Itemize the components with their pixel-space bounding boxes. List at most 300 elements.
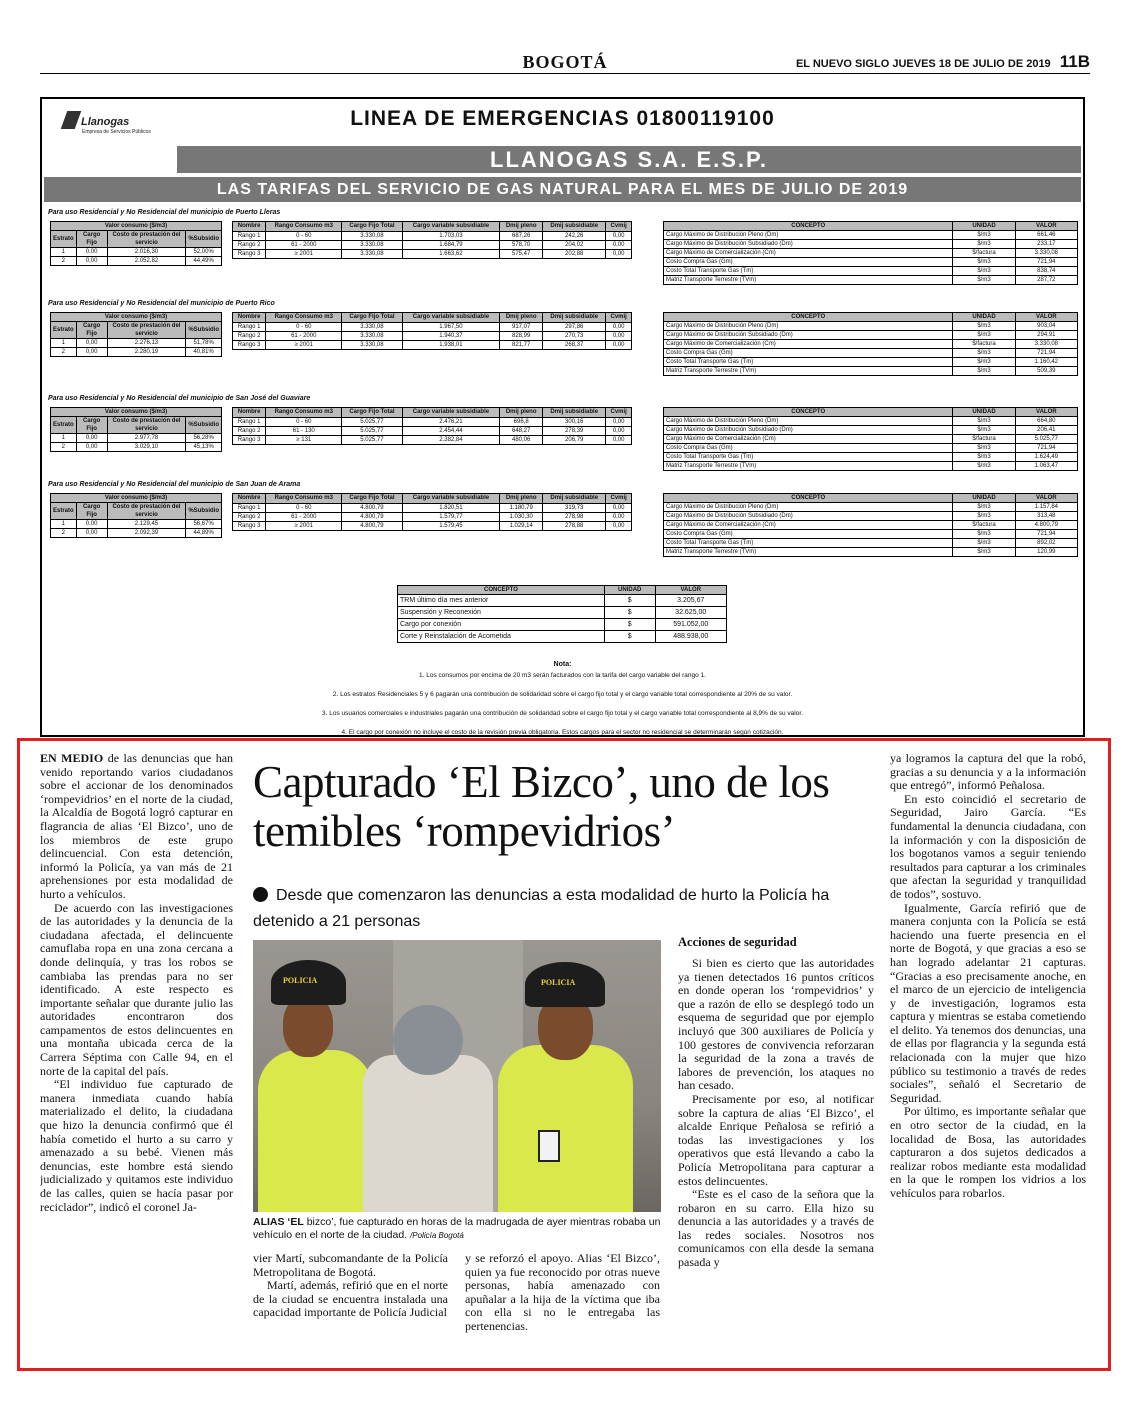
logo-tagline: Empresa de Servicios Públicos: [82, 129, 151, 135]
cell: $/m3: [953, 512, 1015, 521]
cell: Suspensión y Reconexión: [398, 607, 605, 619]
cell: 0,00: [606, 341, 632, 350]
photo-credit: /Policía Bogotá: [410, 1231, 464, 1240]
cell: Matriz Transporte Terrestre (TVm): [664, 276, 953, 285]
col-cvs: Cargo variable subsidiable: [402, 222, 500, 232]
cell: 3.330,08: [1015, 249, 1077, 258]
cell: Costo Compra Gas (Gm): [664, 444, 953, 453]
cell: $/m3: [953, 462, 1015, 471]
cell: 0 - 60: [266, 418, 342, 427]
cell: 0,00: [76, 520, 107, 529]
cell: Rango 3: [233, 436, 266, 445]
cell: 575,47: [500, 250, 543, 259]
col-cv: Cvmij: [606, 222, 632, 232]
note-2: 2. Los estratos Residenciales 5 y 6 pagarán una contribución de solidaridad sobre el cargo fijo total y el cargo variable total correspondiente al 20% de su valor.: [332, 691, 793, 698]
cell: 206,79: [543, 436, 606, 445]
cell: Cargo Máximo de Comercialización (Cm): [664, 340, 953, 349]
cell: 687,26: [500, 232, 543, 241]
cell: 2.476,21: [402, 418, 500, 427]
cap-label: POLICIA: [283, 976, 318, 985]
paragraph: “Este es el caso de la señora que la robaron en su carro. Ella hizo su denuncia a las autoridades y a través de las redes sociales. Nosotros nos comunicamos con ella desde la semana pasada y: [678, 1187, 874, 1270]
note-3: 3. Los usuarios comerciales e industriales pagarán una contribución de solidaridad sobre el cargo fijo total y el cargo variable total correspondiente al 8,9% de su valor.: [322, 710, 803, 717]
note-title: Nota:: [553, 661, 572, 668]
cell: TRM último día mes anterior: [398, 595, 605, 607]
cell: 488.938,00: [655, 631, 727, 643]
article-column-4: [678, 957, 874, 1367]
cell: 0,00: [606, 513, 632, 522]
col-cv: Cvmij: [606, 408, 632, 418]
cell: Costo Compra Gas (Gm): [664, 349, 953, 358]
paragraph: De acuerdo con las investigaciones de las autoridades y la denuncia de la ciudadana afectada, el delincuente camuflaba ropa en una zona cercana a donde delinquía, y tras los robos se cambiaba las prendas para no ser identificado. A este respecto es importante señalar que durante julio las autoridades encontraron dos campamentos de estos delincuentes en una montaña ubicada cerca de la Carrera Séptima con Calle 94, en el norte de la capital del país.: [40, 900, 233, 1078]
arrest-photo: [253, 940, 661, 1212]
cell: $/factura: [953, 340, 1015, 349]
cell: $/m3: [953, 417, 1015, 426]
cell: $/m3: [953, 240, 1015, 249]
cell: 206,41: [1015, 426, 1077, 435]
cell: 591.052,00: [655, 619, 727, 631]
paragraph: y se reforzó el apoyo. Alias ‘El Bizco’, quien ya fue reconocido por otras nueve personas, había amenazado con apuñalar a la hija de la víctima que iba con ella si no le entregaba las pertenencias.: [465, 1252, 660, 1333]
cell: 0,00: [76, 434, 107, 443]
cell: $/factura: [953, 521, 1015, 530]
col-dp: Dmij pleno: [500, 313, 543, 323]
cell: 1.030,30: [500, 513, 543, 522]
cap-label: POLICIA: [541, 978, 576, 987]
cell: 56,67%: [186, 520, 222, 529]
cell: 294,91: [1015, 331, 1077, 340]
cell: 1.624,49: [1015, 453, 1077, 462]
cell: 3.330,08: [342, 332, 402, 341]
cell: Costo Compra Gas (Gm): [664, 530, 953, 539]
cell: Cargo Máximo de Distribución Pleno (Dm): [664, 503, 953, 512]
paragraph: Si bien es cierto que las autoridades ya tienen detectados 16 puntos críticos en donde operan los ‘rompevidrios’ y que a razón de ello se desplegó todo un esquema de seguridad que por ejemplo incluyó que 300 auxiliares de Policía y 100 gestores de convivencia reforzaran la seguridad de la zona a través de labores de prevención, los ataques no han cesado.: [678, 957, 874, 1093]
col-rango: Rango Consumo m3: [266, 494, 342, 504]
cell: 278,88: [543, 522, 606, 531]
cell: 1.663,62: [402, 250, 500, 259]
cell: 2: [51, 348, 77, 357]
cell: ≥ 2001: [266, 341, 342, 350]
cell: 1.938,01: [402, 341, 500, 350]
cell: Rango 2: [233, 332, 266, 341]
cell: 242,26: [543, 232, 606, 241]
cell: $/m3: [953, 331, 1015, 340]
subheadline-text: Desde que comenzaron las denuncias a esta modalidad de hurto la Policía ha detenido a 21 personas: [253, 887, 830, 930]
cell: Rango 2: [233, 513, 266, 522]
col-unidad: UNIDAD: [953, 408, 1015, 417]
cell: $: [604, 607, 655, 619]
cell: Rango 3: [233, 341, 266, 350]
cell: Cargo Máximo de Comercialización (Cm): [664, 435, 953, 444]
caption-strong: ALIAS ‘EL: [253, 1216, 304, 1228]
col-costo: Costo de prestación del servicio: [107, 417, 186, 434]
cell: 1: [51, 434, 77, 443]
cell: $: [604, 595, 655, 607]
col-cvs: Cargo variable subsidiable: [402, 313, 500, 323]
cell: 0 - 60: [266, 232, 342, 241]
col-cft: Cargo Fijo Total: [342, 408, 402, 418]
cell: 4.800,79: [342, 504, 402, 513]
cell: $/m3: [953, 539, 1015, 548]
col-nombre: Nombre: [233, 222, 266, 232]
col-estrato: Estrato: [51, 417, 77, 434]
photo-caption: [253, 1216, 663, 1242]
note-4: 4. El cargo por conexión no incluye el costo de la revisión previa obligatoria. Estos cargos para el sector no residencial se determinarán según cotización.: [341, 729, 784, 736]
note-1: 1. Los consumos por encima de 20 m3 serán facturados con la tarifa del cargo variable del rango 1.: [419, 672, 706, 679]
group-header: Valor consumo ($/m3): [51, 313, 222, 322]
col-dp: Dmij pleno: [500, 494, 543, 504]
col-costo: Costo de prestación del servicio: [107, 231, 186, 248]
section-subtitle: Acciones de seguridad: [678, 935, 797, 949]
cell: 1.063,47: [1015, 462, 1077, 471]
cell: Costo Total Transporte Gas (Tm): [664, 453, 953, 462]
col-costo: Costo de prestación del servicio: [107, 503, 186, 520]
cell: Rango 1: [233, 504, 266, 513]
cell: 2.276,13: [107, 339, 186, 348]
col-nombre: Nombre: [233, 408, 266, 418]
block-title: Para uso Residencial y No Residencial del municipio de San Juan de Arama: [48, 481, 301, 488]
lead-text: de las denuncias que han venido reportando varios ciudadanos sobre el accionar de los denominados ‘rompevidrios’ en el norte de la ciudad, la Alcaldía de Bogotá logró capturar en flagrancia de alias ‘El Bizco’, uno de los miembros de este grupo delincuencial. Con esta detención, informó la Policía, ya van más de 21 aprehensiones por esta modalidad de hurto a vehículos.: [40, 752, 233, 901]
cell: 2.454,44: [402, 427, 500, 436]
cell: 3.330,08: [342, 241, 402, 250]
cell: $/m3: [953, 276, 1015, 285]
cell: 0,00: [606, 323, 632, 332]
cell: 45,13%: [186, 443, 222, 452]
col-cargo_fijo: Cargo Fijo: [76, 231, 107, 248]
cell: 3.330,08: [1015, 340, 1077, 349]
company-band: LLANOGAS S.A. E.S.P.: [177, 146, 1081, 173]
cell: 0,00: [76, 257, 107, 266]
cell: 52,00%: [186, 248, 222, 257]
cell: 278,39: [543, 427, 606, 436]
cell: 2.280,19: [107, 348, 186, 357]
cell: 0,00: [606, 241, 632, 250]
cell: 51,78%: [186, 339, 222, 348]
cell: Cargo Máximo de Distribución Pleno (Dm): [664, 322, 953, 331]
cell: 4.800,79: [342, 513, 402, 522]
cell: 2.016,30: [107, 248, 186, 257]
group-header: Valor consumo ($/m3): [51, 408, 222, 417]
cell: 0,00: [606, 418, 632, 427]
article-column-2: [253, 1252, 448, 1364]
cell: 721,94: [1015, 444, 1077, 453]
block-title: Para uso Residencial y No Residencial del municipio de San José del Guaviare: [48, 395, 311, 402]
tariffs-band: LAS TARIFAS DEL SERVICIO DE GAS NATURAL PARA EL MES DE JULIO DE 2019: [44, 177, 1081, 202]
paragraph: Martí, además, refirió que en el norte de la ciudad se encuentra instalada una capacidad importante de Policía Judicial: [253, 1278, 448, 1320]
cell: 278,98: [543, 513, 606, 522]
officer-right: [498, 1045, 633, 1212]
cell: Matriz Transporte Terrestre (TVm): [664, 367, 953, 376]
cell: 892,02: [1015, 539, 1077, 548]
cell: 61 - 2000: [266, 332, 342, 341]
cell: ≥ 131: [266, 436, 342, 445]
bullet-icon: [253, 887, 268, 902]
cell: Cargo por conexión: [398, 619, 605, 631]
cell: Cargo Máximo de Distribución Subsidiado (Dm): [664, 331, 953, 340]
cell: 664,80: [1015, 417, 1077, 426]
cell: 821,77: [500, 341, 543, 350]
cell: 1.180,79: [500, 504, 543, 513]
col-cft: Cargo Fijo Total: [342, 313, 402, 323]
detainee: [363, 1055, 493, 1212]
cell: 4.800,79: [342, 522, 402, 531]
emergency-line: LINEA DE EMERGENCIAS 01800119100: [350, 107, 775, 130]
cell: 0,00: [76, 248, 107, 257]
paragraph: Igualmente, García refirió que de manera conjunta con la Policía se está haciendo una fuerte presencia en el norte de Bogotá, y que gracias a eso se han logrado adelantar 21 capturas. “Gracias a eso precisamente anoche, en el marco de un ejercicio de inteligencia y de investigación, logramos esta captura y mientras se estaba cometiendo el delito. Ya tenemos dos denuncias, una de ellas por flagrancia y la segunda está relacionada con la mujer que hizo público su testimonio a través de redes sociales”, señaló el Secretario de Seguridad.: [890, 900, 1086, 1105]
cell: 2.092,39: [107, 529, 186, 538]
cell: 721,94: [1015, 530, 1077, 539]
cell: 297,86: [543, 323, 606, 332]
col-cvs: Cargo variable subsidiable: [402, 408, 500, 418]
cell: 4.800,79: [1015, 521, 1077, 530]
caption-strong-2: bizco’,: [306, 1216, 337, 1228]
cell: 3.330,08: [342, 323, 402, 332]
col-rango: Rango Consumo m3: [266, 222, 342, 232]
paragraph: Precisamente por eso, al notificar sobre la captura de alias ‘El Bizco’, el alcalde Enrique Peñalosa se refirió a todas las investigaciones y los operativos que está llevando a cabo la Policía Metropolitana para capturar a estos delincuentes.: [678, 1091, 874, 1188]
col-valor: VALOR: [1015, 408, 1077, 417]
cell: Corte y Reinstalación de Acometida: [398, 631, 605, 643]
col-concepto: CONCEPTO: [664, 313, 953, 322]
paragraph: vier Martí, subcomandante de la Policía Metropolitana de Bogotá.: [253, 1252, 448, 1279]
cell: 5.025,77: [1015, 435, 1077, 444]
col-dp: Dmij pleno: [500, 408, 543, 418]
cell: $/m3: [953, 358, 1015, 367]
col-concepto: CONCEPTO: [664, 494, 953, 503]
cell: $/m3: [953, 503, 1015, 512]
cell: 0,00: [606, 504, 632, 513]
cell: $/m3: [953, 349, 1015, 358]
col-subsidio: %Subsidio: [186, 231, 222, 248]
cell: 0,00: [76, 348, 107, 357]
cell: 3.205,67: [655, 595, 727, 607]
col-concepto: CONCEPTO: [664, 408, 953, 417]
paragraph: “El individuo fue capturado de manera inmediata cuando había materializado el delito, la ciudadana que hizo la denuncia confirmó que él había cometido el hurto a su carro y amenazado a su bebé. Vienen más denuncias, este hombre está siendo judicializado y quitamos este individuo de las calles, quien se hacía pasar por reciclador”, indicó el coronel Ja-: [40, 1077, 233, 1214]
paper-name: EL NUEVO SIGLO: [795, 58, 890, 70]
cell: Costo Total Transporte Gas (Tm): [664, 539, 953, 548]
cell: 1: [51, 248, 77, 257]
cell: 1.029,14: [500, 522, 543, 531]
cell: 0 - 60: [266, 323, 342, 332]
cell: 5.025,77: [342, 418, 402, 427]
cell: 120,99: [1015, 548, 1077, 557]
section-name: BOGOTÁ: [522, 52, 608, 72]
cell: $/m3: [953, 453, 1015, 462]
cell: 1.160,42: [1015, 358, 1077, 367]
col-rango: Rango Consumo m3: [266, 313, 342, 323]
cell: Cargo Máximo de Distribución Subsidiado (Dm): [664, 240, 953, 249]
col-dp: Dmij pleno: [500, 222, 543, 232]
col-subsidio: %Subsidio: [186, 503, 222, 520]
issue-date: JUEVES 18 DE JULIO DE 2019: [892, 58, 1051, 70]
cell: 828,99: [500, 332, 543, 341]
cell: Cargo Máximo de Comercialización (Cm): [664, 249, 953, 258]
col-cv: Cvmij: [606, 313, 632, 323]
caption-text: fue capturado en horas de la madrugada de ayer mientras robaba un vehículo en el norte de la ciudad.: [253, 1216, 661, 1241]
cell: 3.330,08: [342, 232, 402, 241]
cell: 1.703,03: [402, 232, 500, 241]
cell: 0,00: [606, 232, 632, 241]
cell: 32.625,00: [655, 607, 727, 619]
subheadline: [253, 883, 863, 935]
paragraph: Por último, es importante señalar que en otro sector de la ciudad, en la localidad de Bosa, las autoridades capturaron a dos sujetos dedicados a realizar robos mediante esta modalidad en la que le rompen los vidrios a los vehículos para robarlos.: [890, 1104, 1086, 1200]
cell: 202,88: [543, 250, 606, 259]
cell: $/m3: [953, 367, 1015, 376]
cell: 3.330,08: [342, 341, 402, 350]
cell: 0,00: [606, 436, 632, 445]
col-unidad: UNIDAD: [953, 494, 1015, 503]
cell: 0,00: [606, 522, 632, 531]
cell: Rango 2: [233, 427, 266, 436]
group-header: Valor consumo ($/m3): [51, 494, 222, 503]
cell: 0,00: [76, 339, 107, 348]
cell: Cargo Máximo de Comercialización (Cm): [664, 521, 953, 530]
cell: ≥ 2001: [266, 250, 342, 259]
cell: 578,70: [500, 241, 543, 250]
col-concepto: CONCEPTO: [398, 586, 605, 595]
cell: 1: [51, 520, 77, 529]
lead-paragraph: [40, 752, 233, 902]
block-title: Para uso Residencial y No Residencial del municipio de Puerto Rico: [48, 300, 275, 307]
id-badge: [538, 1130, 560, 1162]
cell: 5.025,77: [342, 436, 402, 445]
paragraph: ya logramos la captura del que la robó, gracias a su denuncia y a la información que entregó”, informó Peñalosa.: [890, 752, 1086, 793]
cell: 270,73: [543, 332, 606, 341]
cell: 44,89%: [186, 529, 222, 538]
cell: 3.029,10: [107, 443, 186, 452]
cell: $/factura: [953, 435, 1015, 444]
cell: 2.052,82: [107, 257, 186, 266]
logo-text: Llanogas: [81, 116, 130, 128]
cell: Costo Total Transporte Gas (Tm): [664, 358, 953, 367]
col-rango: Rango Consumo m3: [266, 408, 342, 418]
cell: $/m3: [953, 426, 1015, 435]
cell: 480,06: [500, 436, 543, 445]
cell: 61 - 2000: [266, 513, 342, 522]
cell: 661,46: [1015, 231, 1077, 240]
cell: Rango 1: [233, 418, 266, 427]
lead-strong: EN MEDIO: [40, 752, 104, 765]
cell: Matriz Transporte Terrestre (TVm): [664, 548, 953, 557]
cell: 319,73: [543, 504, 606, 513]
cell: 721,94: [1015, 258, 1077, 267]
cell: 917,07: [500, 323, 543, 332]
article-column-1: [40, 752, 233, 1364]
cell: $/m3: [953, 322, 1015, 331]
col-concepto: CONCEPTO: [664, 222, 953, 231]
cell: 648,27: [500, 427, 543, 436]
col-estrato: Estrato: [51, 231, 77, 248]
block-title: Para uso Residencial y No Residencial del municipio de Puerto Lleras: [48, 209, 281, 216]
cell: 287,72: [1015, 276, 1077, 285]
article-column-3: [465, 1252, 660, 1364]
col-valor: VALOR: [1015, 494, 1077, 503]
cell: $: [604, 631, 655, 643]
cell: $/m3: [953, 258, 1015, 267]
cell: 0,00: [76, 529, 107, 538]
cell: 204,02: [543, 241, 606, 250]
cell: Rango 1: [233, 232, 266, 241]
cell: 1.157,84: [1015, 503, 1077, 512]
cell: 0,00: [606, 250, 632, 259]
col-costo: Costo de prestación del servicio: [107, 322, 186, 339]
cell: 1.684,79: [402, 241, 500, 250]
group-header: Valor consumo ($/m3): [51, 222, 222, 231]
paragraph: En esto coincidió el secretario de Seguridad, Jairo García. “Es fundamental la denuncia ciudadana, con la información y con la disposición de los bogotanos vamos a seguir teniendo resultados para capturar a los criminales que afectan la seguridad y tranquilidad de todos”, sostuvo.: [890, 791, 1086, 901]
cell: Rango 3: [233, 522, 266, 531]
cell: 1.579,45: [402, 522, 500, 531]
col-subsidio: %Subsidio: [186, 322, 222, 339]
cell: 0,00: [76, 443, 107, 452]
cell: $/m3: [953, 444, 1015, 453]
cell: 1.940,37: [402, 332, 500, 341]
cell: 2: [51, 443, 77, 452]
cell: Cargo Máximo de Distribución Pleno (Dm): [664, 231, 953, 240]
officer-left: [258, 1050, 373, 1212]
cell: 696,8: [500, 418, 543, 427]
cell: 3.330,08: [342, 250, 402, 259]
cell: $/m3: [953, 548, 1015, 557]
col-estrato: Estrato: [51, 503, 77, 520]
col-nombre: Nombre: [233, 313, 266, 323]
cell: 56,28%: [186, 434, 222, 443]
col-ds: Dmij subsidiable: [543, 408, 606, 418]
col-subsidio: %Subsidio: [186, 417, 222, 434]
col-valor: VALOR: [1015, 222, 1077, 231]
cell: 2.977,78: [107, 434, 186, 443]
cell: 721,94: [1015, 349, 1077, 358]
cell: 2: [51, 529, 77, 538]
col-cft: Cargo Fijo Total: [342, 494, 402, 504]
cell: 0,00: [606, 427, 632, 436]
cell: 509,39: [1015, 367, 1077, 376]
cell: 2.129,45: [107, 520, 186, 529]
cell: 2.382,84: [402, 436, 500, 445]
col-valor: VALOR: [655, 586, 727, 595]
cell: ≥ 2001: [266, 522, 342, 531]
cell: 233,17: [1015, 240, 1077, 249]
col-cft: Cargo Fijo Total: [342, 222, 402, 232]
cell: 838,74: [1015, 267, 1077, 276]
cell: $/m3: [953, 267, 1015, 276]
col-unidad: UNIDAD: [953, 222, 1015, 231]
cell: Costo Compra Gas (Gm): [664, 258, 953, 267]
cell: Rango 1: [233, 323, 266, 332]
cell: Cargo Máximo de Distribución Pleno (Dm): [664, 417, 953, 426]
cell: 1.967,50: [402, 323, 500, 332]
cell: 44,49%: [186, 257, 222, 266]
cell: 300,16: [543, 418, 606, 427]
cell: 0,00: [606, 332, 632, 341]
cell: 2: [51, 257, 77, 266]
cell: Matriz Transporte Terrestre (TVm): [664, 462, 953, 471]
cell: Rango 2: [233, 241, 266, 250]
cell: 5.025,77: [342, 427, 402, 436]
cell: $/factura: [953, 249, 1015, 258]
cell: Costo Total Transporte Gas (Tm): [664, 267, 953, 276]
cell: 268,37: [543, 341, 606, 350]
col-cargo_fijo: Cargo Fijo: [76, 503, 107, 520]
page-number: 11B: [1059, 52, 1090, 71]
cell: Rango 3: [233, 250, 266, 259]
col-valor: VALOR: [1015, 313, 1077, 322]
cell: 61 - 2000: [266, 241, 342, 250]
article-column-5: [890, 752, 1086, 1364]
col-cargo_fijo: Cargo Fijo: [76, 417, 107, 434]
cell: $/m3: [953, 530, 1015, 539]
col-ds: Dmij subsidiable: [543, 494, 606, 504]
col-nombre: Nombre: [233, 494, 266, 504]
cell: $/m3: [953, 231, 1015, 240]
cell: 313,48: [1015, 512, 1077, 521]
hood: [393, 1005, 463, 1075]
